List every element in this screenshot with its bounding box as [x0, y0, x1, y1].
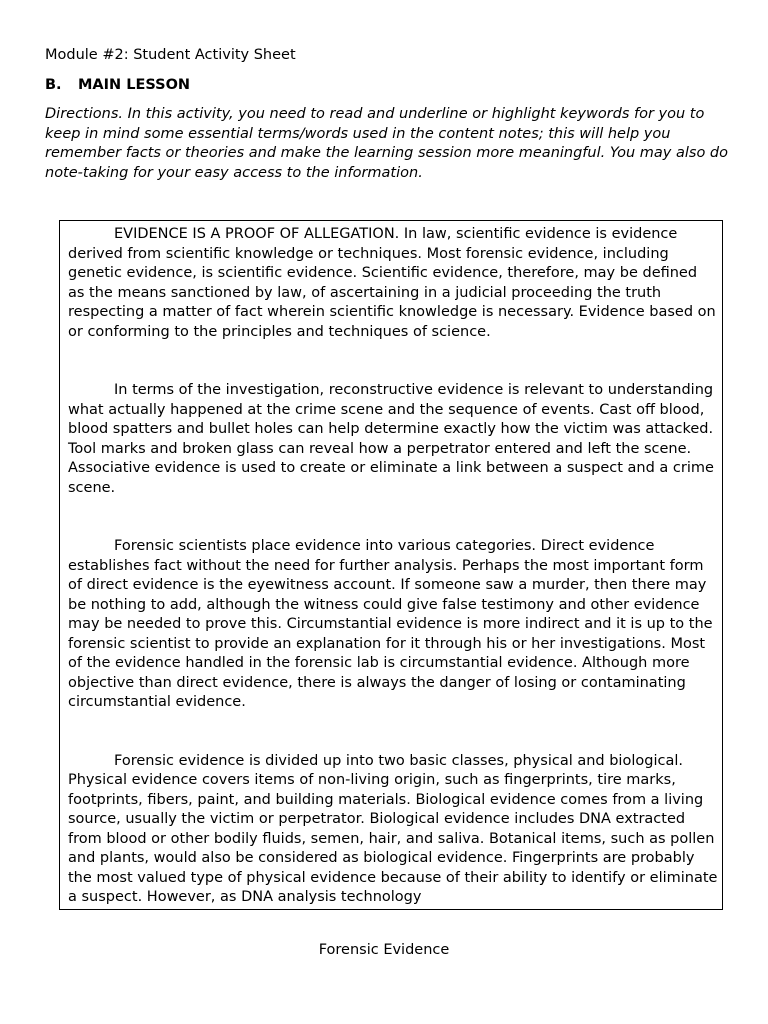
section-heading	[45, 76, 190, 94]
section-letter: B.	[45, 77, 62, 93]
content-notes	[68, 225, 718, 910]
paragraph-evidence-proof: EVIDENCE IS A PROOF OF ALLEGATION. In law, scientific evidence is evidence derived from scientific knowledge or techniques. Most forensic evidence, including genetic evidence, is scientific evidence. Scientific evidence, therefore, may be defined as the means sanctioned by law, of ascertaining in a judicial proceeding the truth respecting a matter of fact wherein scientific knowledge is necessary. Evidence based on or conforming to the principles and techniques of science.	[68, 226, 716, 340]
directions-text: Directions. In this activity, you need to read and underline or highlight keywords for you to keep in mind some essential terms/words used in the content notes; this will help you remember facts or theories and make the learning session more meaningful. You may also do note-taking for your easy access to the information.	[45, 106, 729, 181]
section-title: MAIN LESSON	[78, 77, 191, 93]
module-title: Module #2: Student Activity Sheet	[45, 47, 296, 63]
page-caption: Forensic Evidence	[318, 942, 450, 958]
paragraph-evidence-classes: Forensic evidence is divided up into two basic classes, physical and biological. Physical evidence covers items of non-living origin, such as fingerprints, tire marks, footprints, fibers, paint, and building materials. Biological evidence comes from a living source, usually the victim or perpetrator. Biological evidence includes DNA extracted from blood or other bodily fluids, semen, hair, and saliva. Botanical items, such as pollen and plants, would also be considered as biological evidence. Fingerprints are probably the most valued type of physical evidence because of their ability to identify or eliminate a suspect. However, as DNA analysis technology	[68, 752, 718, 905]
paragraph-evidence-categories: Forensic scientists place evidence into various categories. Direct evidence establishes fact without the need for further analysis. Perhaps the most important form of direct evidence is the eyewitness account. If someone saw a murder, then there may be nothing to add, although the witness could give false testimony and other evidence may be needed to prove this. Circumstantial evidence is more indirect and it is up to the forensic scientist to provide an explanation for it through his or her investigations. Most of the evidence handled in the forensic lab is circumstantial evidence. Although more objective than direct evidence, there is always the danger of losing or contaminating circumstantial evidence.	[68, 538, 713, 710]
paragraph-reconstructive-evidence: In terms of the investigation, reconstructive evidence is relevant to understanding what actually happened at the crime scene and the sequence of events. Cast off blood, blood spatters and bullet holes can help determine exactly how the victim was attacked. Tool marks and broken glass can reveal how a perpetrator entered and left the scene. Associative evidence is used to create or eliminate a link between a suspect and a crime scene.	[68, 382, 714, 496]
content-notes-box	[59, 220, 723, 910]
